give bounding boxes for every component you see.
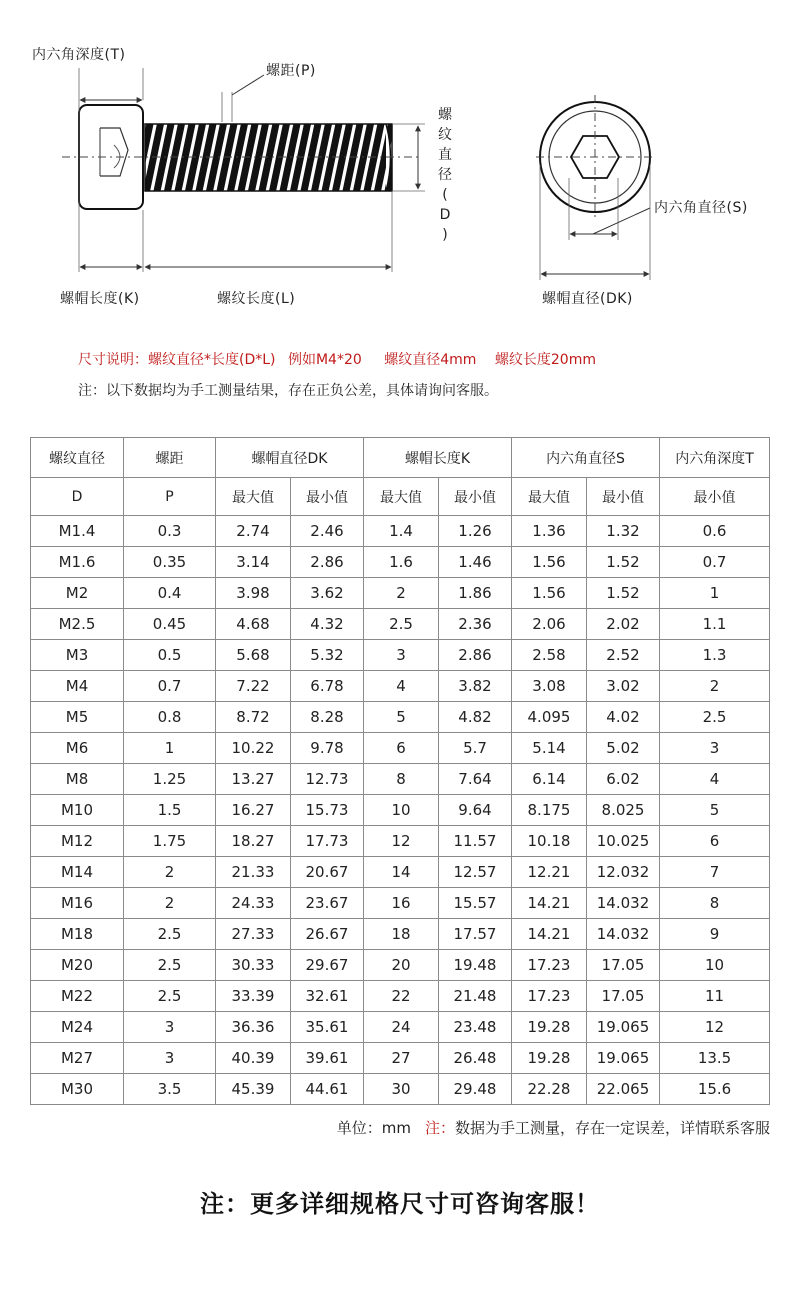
table-row [31,578,770,609]
table-cell: 32.61 [291,981,364,1012]
table-cell: 9 [660,919,770,950]
table-cell: 1.56 [512,578,587,609]
size-note-thread-dia: 螺纹直径4mm [384,352,477,368]
table-row [31,857,770,888]
table-cell: 6 [660,826,770,857]
table-cell: 14.032 [587,888,660,919]
table-cell: 5 [660,795,770,826]
table-cell: 5.7 [439,733,512,764]
table-cell: 4 [364,671,439,702]
table-cell: 10.18 [512,826,587,857]
table-cell: 23.48 [439,1012,512,1043]
table-cell: 0.5 [124,640,216,671]
table-cell: 39.61 [291,1043,364,1074]
vertical-label-char: 直 [438,147,452,163]
table-row [31,764,770,795]
table-cell: 1.56 [512,547,587,578]
header-pitch: 螺距 [124,438,216,478]
unit-note-prefix: 注： [424,1119,455,1137]
table-cell: 15.73 [291,795,364,826]
header-hex-depth: 内六角深度T [660,438,770,478]
thread-stripe [419,119,435,196]
subheader-cell: 最小值 [660,478,770,516]
table-cell: 19.48 [439,950,512,981]
table-cell: 2.74 [216,516,291,547]
table-cell: 1.86 [439,578,512,609]
table-cell: 20.67 [291,857,364,888]
table-cell: 12.21 [512,857,587,888]
table-cell: 2 [124,888,216,919]
table-cell: M22 [31,981,124,1012]
table-cell: 1.46 [439,547,512,578]
table-cell: 4.82 [439,702,512,733]
subheader-cell: 最大值 [216,478,291,516]
table-cell: 3 [124,1043,216,1074]
table-cell: 2.5 [124,981,216,1012]
table-cell: 33.39 [216,981,291,1012]
header-thread-dia: 螺纹直径 [31,438,124,478]
table-cell: M8 [31,764,124,795]
table-cell: 3.98 [216,578,291,609]
table-cell: 5.14 [512,733,587,764]
table-cell: 7.22 [216,671,291,702]
table-cell: 16.27 [216,795,291,826]
bottom-note: 注：更多详细规格尺寸可咨询客服！ [200,1190,600,1218]
table-cell: 5.68 [216,640,291,671]
table-cell: 19.28 [512,1043,587,1074]
table-cell: 2.5 [124,919,216,950]
subheader-cell: 最小值 [291,478,364,516]
table-cell: M14 [31,857,124,888]
table-cell: 11.57 [439,826,512,857]
table-cell: 10 [364,795,439,826]
table-cell: 1.5 [124,795,216,826]
table-cell: 8 [660,888,770,919]
table-cell: M2.5 [31,609,124,640]
table-cell: 22.065 [587,1074,660,1105]
table-row [31,981,770,1012]
table-row [31,733,770,764]
table-cell: M30 [31,1074,124,1105]
table-cell: 24 [364,1012,439,1043]
table-cell: 1.25 [124,764,216,795]
table-cell: M27 [31,1043,124,1074]
hex-depth-label: 内六角深度(T) [32,47,126,63]
table-cell: 1 [124,733,216,764]
table-cell: 2.5 [124,950,216,981]
table-cell: 14 [364,857,439,888]
vertical-label-char: 纹 [438,127,452,143]
pitch-label: 螺距(P) [266,63,316,79]
size-note [78,349,604,369]
size-note-example: 例如M4*20 [287,352,362,368]
table-cell: 8 [364,764,439,795]
table-cell: 4.02 [587,702,660,733]
table-cell: 23.67 [291,888,364,919]
table-cell: 2.52 [587,640,660,671]
table-cell: 6 [364,733,439,764]
table-cell: 3 [364,640,439,671]
table-group-header-row [31,438,770,478]
table-cell: 18 [364,919,439,950]
table-cell: M5 [31,702,124,733]
table-cell: 14.21 [512,919,587,950]
table-cell: 30.33 [216,950,291,981]
table-cell: 9.78 [291,733,364,764]
table-cell: 7.64 [439,764,512,795]
table-cell: 0.45 [124,609,216,640]
table-cell: 0.8 [124,702,216,733]
table-row [31,950,770,981]
table-cell: 13.27 [216,764,291,795]
size-note-prefix: 尺寸说明：螺纹直径*长度(D*L) [78,352,276,368]
table-cell: 17.73 [291,826,364,857]
table-cell: 1.32 [587,516,660,547]
table-cell: 4.68 [216,609,291,640]
table-row [31,671,770,702]
table-cell: 36.36 [216,1012,291,1043]
head-diameter-label: 螺帽直径(DK) [542,291,633,307]
table-cell: 22.28 [512,1074,587,1105]
table-row [31,919,770,950]
table-cell: 17.05 [587,950,660,981]
table-cell: 40.39 [216,1043,291,1074]
table-cell: M16 [31,888,124,919]
table-cell: 4 [660,764,770,795]
table-cell: 3.02 [587,671,660,702]
table-cell: 17.57 [439,919,512,950]
table-cell: 20 [364,950,439,981]
table-cell: M20 [31,950,124,981]
table-cell: 22 [364,981,439,1012]
table-row [31,1012,770,1043]
table-cell: M1.6 [31,547,124,578]
table-cell: M10 [31,795,124,826]
table-cell: 4.095 [512,702,587,733]
table-cell: 1.4 [364,516,439,547]
table-cell: 2.5 [660,702,770,733]
vertical-label-char: ) [442,227,448,243]
table-row [31,516,770,547]
subheader-cell: 最小值 [439,478,512,516]
subheader-cell: P [124,478,216,516]
table-cell: 27 [364,1043,439,1074]
table-cell: 2.02 [587,609,660,640]
table-cell: 45.39 [216,1074,291,1105]
table-cell: 3 [660,733,770,764]
table-cell: 10.22 [216,733,291,764]
table-cell: 0.6 [660,516,770,547]
table-cell: 0.7 [660,547,770,578]
table-cell: M12 [31,826,124,857]
table-row [31,1074,770,1105]
table-cell: 19.065 [587,1043,660,1074]
table-cell: 8.025 [587,795,660,826]
table-cell: 19.28 [512,1012,587,1043]
table-cell: 29.67 [291,950,364,981]
table-cell: 16 [364,888,439,919]
table-cell: 2.36 [439,609,512,640]
table-row [31,795,770,826]
table-cell: 3.5 [124,1074,216,1105]
table-cell: M24 [31,1012,124,1043]
table-cell: 1.75 [124,826,216,857]
table-cell: 4.32 [291,609,364,640]
table-cell: 6.02 [587,764,660,795]
table-cell: 1.3 [660,640,770,671]
table-cell: 0.7 [124,671,216,702]
table-cell: 5 [364,702,439,733]
table-cell: 2.58 [512,640,587,671]
table-cell: 0.4 [124,578,216,609]
table-cell: 5.32 [291,640,364,671]
table-cell: M6 [31,733,124,764]
table-cell: 26.67 [291,919,364,950]
table-cell: 1.26 [439,516,512,547]
table-cell: 2.5 [364,609,439,640]
table-cell: 12.57 [439,857,512,888]
table-cell: 1.1 [660,609,770,640]
table-cell: 0.35 [124,547,216,578]
table-cell: 0.3 [124,516,216,547]
table-row [31,640,770,671]
table-cell: 3.62 [291,578,364,609]
table-cell: M4 [31,671,124,702]
table-row [31,547,770,578]
unit-label: 单位：mm [336,1119,411,1137]
hex-diameter-label: 内六角直径(S) [654,200,748,216]
table-cell: 6.78 [291,671,364,702]
vertical-label-char: 径 [438,167,452,183]
table-cell: M1.4 [31,516,124,547]
table-cell: 17.23 [512,981,587,1012]
table-cell: 27.33 [216,919,291,950]
header-hex-dia: 内六角直径S [512,438,660,478]
table-cell: 8.175 [512,795,587,826]
table-cell: 10.025 [587,826,660,857]
table-cell: 21.33 [216,857,291,888]
table-cell: 10 [660,950,770,981]
table-cell: 21.48 [439,981,512,1012]
table-row [31,702,770,733]
subheader-cell: 最大值 [512,478,587,516]
table-cell: 2 [124,857,216,888]
table-cell: 1 [660,578,770,609]
table-cell: 8.28 [291,702,364,733]
table-cell: 3 [124,1012,216,1043]
table-cell: 2 [364,578,439,609]
table-cell: 17.05 [587,981,660,1012]
table-row [31,609,770,640]
table-cell: 15.6 [660,1074,770,1105]
table-cell: M3 [31,640,124,671]
table-cell: 1.36 [512,516,587,547]
table-cell: 1.52 [587,547,660,578]
measurement-note: 注：以下数据均为手工测量结果，存在正负公差，具体请询问客服。 [78,383,498,399]
unit-note: 数据为手工测量，存在一定误差，详情联系客服 [454,1119,770,1137]
table-cell: 1.6 [364,547,439,578]
table-cell: 8.72 [216,702,291,733]
table-cell: 13.5 [660,1043,770,1074]
table-cell: 11 [660,981,770,1012]
head-length-label: 螺帽长度(K) [60,291,140,307]
table-sub-header-row [31,478,770,516]
table-cell: 44.61 [291,1074,364,1105]
table-row [31,826,770,857]
table-cell: 17.23 [512,950,587,981]
vertical-label-char: D [439,207,451,223]
table-cell: 2 [660,671,770,702]
table-cell: 3.08 [512,671,587,702]
unit-line [337,1117,770,1138]
subheader-cell: 最大值 [364,478,439,516]
table-cell: 12.73 [291,764,364,795]
table-cell: M18 [31,919,124,950]
vertical-label-char: 螺 [438,107,452,123]
table-cell: 14.032 [587,919,660,950]
table-cell: 12 [660,1012,770,1043]
table-cell: 2.46 [291,516,364,547]
table-cell: 24.33 [216,888,291,919]
table-cell: 26.48 [439,1043,512,1074]
thread-length-label: 螺纹长度(L) [217,291,296,307]
table-cell: 12.032 [587,857,660,888]
table-row [31,1043,770,1074]
table-cell: 2.86 [291,547,364,578]
table-row [31,888,770,919]
table-cell: 30 [364,1074,439,1105]
vertical-label-char: ( [442,187,448,203]
header-head-length: 螺帽长度K [364,438,512,478]
table-cell: 9.64 [439,795,512,826]
table-cell: 2.86 [439,640,512,671]
table-cell: 5.02 [587,733,660,764]
table-cell: 12 [364,826,439,857]
table-cell: M2 [31,578,124,609]
table-cell: 7 [660,857,770,888]
header-head-dia: 螺帽直径DK [216,438,364,478]
spec-table [30,437,770,1105]
table-cell: 6.14 [512,764,587,795]
table-cell: 1.52 [587,578,660,609]
thread-diameter-label [436,105,454,245]
table-cell: 15.57 [439,888,512,919]
table-cell: 19.065 [587,1012,660,1043]
size-note-thread-len: 螺纹长度20mm [494,352,596,368]
table-cell: 2.06 [512,609,587,640]
table-cell: 35.61 [291,1012,364,1043]
table-cell: 18.27 [216,826,291,857]
subheader-cell: D [31,478,124,516]
table-cell: 14.21 [512,888,587,919]
subheader-cell: 最小值 [587,478,660,516]
table-cell: 3.82 [439,671,512,702]
table-cell: 3.14 [216,547,291,578]
table-cell: 29.48 [439,1074,512,1105]
